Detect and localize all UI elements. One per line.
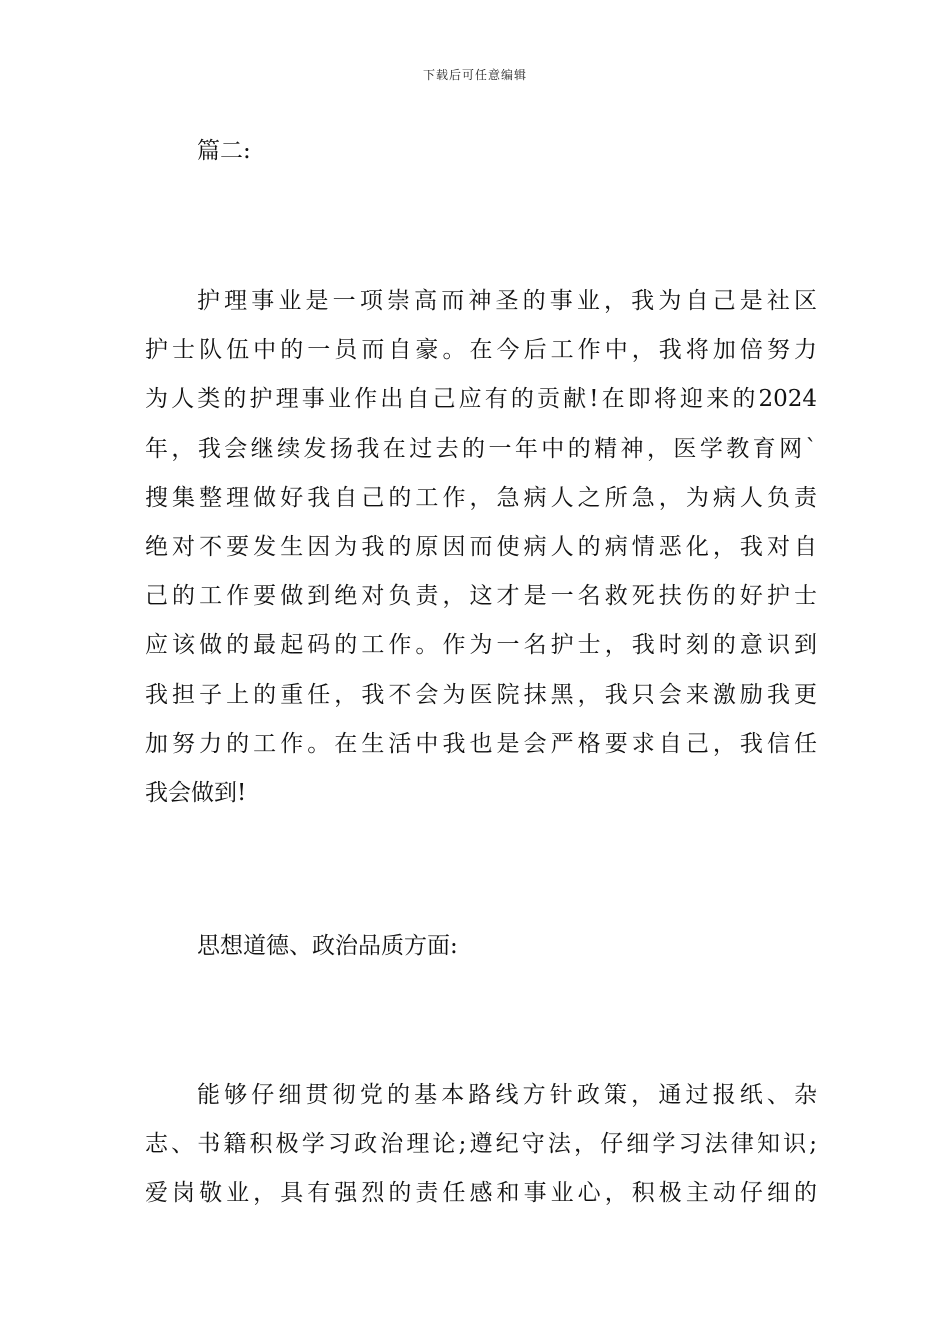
section-heading-2: 思想道德、政治品质方面:	[197, 933, 458, 959]
paragraph-1-line: 应该做的最起码的工作。作为一名护士，我时刻的意识到	[145, 632, 817, 659]
paragraph-2-line: 志、书籍积极学习政治理论;遵纪守法，仔细学习法律知识;	[145, 1131, 817, 1158]
paragraph-2-line: 爱岗敬业，具有强烈的责任感和事业心，积极主动仔细的	[145, 1180, 817, 1207]
paragraph-1-line: 我会做到!	[145, 779, 247, 806]
paragraph-1	[145, 277, 817, 818]
paragraph-1-line: 绝对不要发生因为我的原因而使病人的病情恶化，我对自	[145, 533, 817, 560]
paragraph-1-line: 护士队伍中的一员而自豪。在今后工作中，我将加倍努力	[145, 337, 817, 364]
page-header: 下载后可任意编辑	[422, 68, 527, 82]
paragraph-1-line: 年，我会继续发扬我在过去的一年中的精神，医学教育网`	[145, 435, 817, 462]
paragraph-1-line: 为人类的护理事业作出自己应有的贡献!在即将迎来的2024	[145, 386, 817, 413]
paragraph-1-line: 搜集整理做好我自己的工作，急病人之所急，为病人负责	[145, 484, 817, 511]
paragraph-1-line: 加努力的工作。在生活中我也是会严格要求自己，我信任	[145, 730, 817, 757]
paragraph-2	[145, 1071, 817, 1219]
section-heading-1: 篇二:	[197, 138, 251, 164]
paragraph-1-line: 我担子上的重任，我不会为医院抹黑，我只会来激励我更	[145, 681, 817, 708]
paragraph-2-line: 能够仔细贯彻党的基本路线方针政策，通过报纸、杂	[197, 1082, 817, 1108]
paragraph-1-line: 己的工作要做到绝对负责，这才是一名救死扶伤的好护士	[145, 583, 817, 610]
paragraph-1-line: 护理事业是一项崇高而神圣的事业，我为自己是社区	[197, 288, 817, 314]
